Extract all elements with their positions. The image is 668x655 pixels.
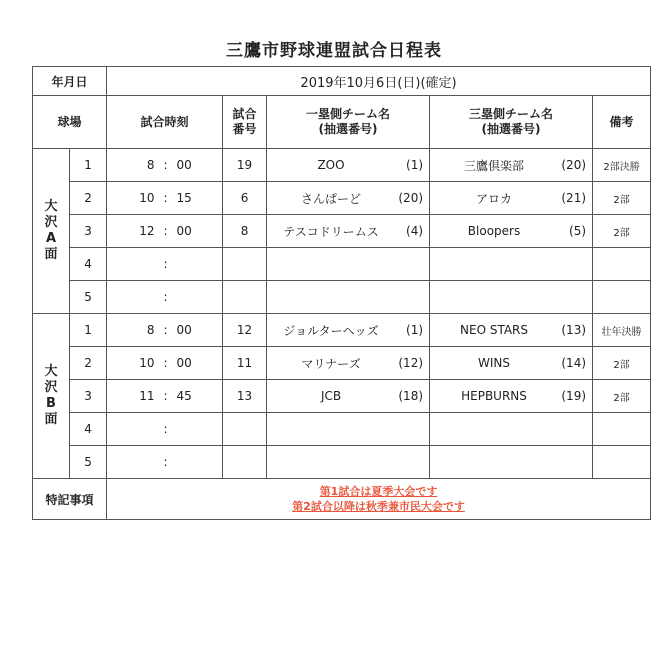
table-row: [33, 380, 651, 413]
first-base-team-name: [267, 248, 395, 280]
page-title: 三鷹市野球連盟試合日程表: [226, 41, 442, 61]
third-base-team: [430, 314, 593, 347]
table-row: [33, 281, 651, 314]
special-note-line: 第2試合以降は秋季兼市民大会です: [292, 500, 465, 513]
game-seq: 1: [70, 314, 107, 347]
first-base-team-name: ジョルターヘッズ: [283, 323, 379, 338]
time-minute: 15: [176, 191, 192, 205]
third-base-team-name: [430, 413, 558, 445]
time-hour: 12: [139, 224, 155, 238]
game-time: [107, 149, 223, 182]
first-base-team: [267, 413, 430, 446]
game-number: 19: [223, 149, 267, 182]
time-separator: :: [163, 158, 168, 172]
first-base-team: [267, 182, 430, 215]
header-third-base: [430, 96, 593, 149]
game-number: [223, 446, 267, 479]
time-separator: :: [163, 323, 168, 337]
game-number: 13: [223, 380, 267, 413]
table-row: [33, 413, 651, 446]
time-separator: :: [163, 389, 168, 403]
game-time: [107, 413, 223, 446]
game-seq: 2: [70, 347, 107, 380]
time-hour: 8: [146, 323, 155, 337]
time-separator: :: [163, 290, 168, 304]
special-notes-label: 特記事項: [33, 479, 107, 520]
field-name-char: A: [45, 231, 57, 246]
game-time: [107, 446, 223, 479]
third-base-lot-number: (13): [561, 323, 587, 337]
first-base-team: [267, 248, 430, 281]
third-base-team: [430, 413, 593, 446]
first-base-lot-number: (12): [398, 356, 424, 370]
game-remarks: 2部決勝: [593, 149, 651, 182]
first-base-team-name: [267, 413, 395, 445]
time-separator: :: [163, 257, 168, 271]
game-seq: 3: [70, 380, 107, 413]
game-number: [223, 281, 267, 314]
third-base-team: [430, 281, 593, 314]
third-base-team-name: Bloopers: [467, 224, 521, 238]
game-time: [107, 347, 223, 380]
first-base-team-name: JCB: [320, 389, 342, 403]
time-separator: :: [163, 422, 168, 436]
game-remarks: [593, 413, 651, 446]
field-name: [33, 314, 70, 479]
third-base-team-name: WINS: [478, 356, 511, 370]
first-base-team-name: マリナーズ: [301, 356, 361, 371]
field-name-char: 沢: [44, 215, 58, 230]
schedule-table: [32, 66, 651, 520]
first-base-team-name: ZOO: [317, 158, 345, 172]
header-first-base-line2: (抽選番号): [318, 122, 378, 136]
header-field: 球場: [33, 96, 107, 149]
first-base-lot-number: (1): [406, 323, 424, 337]
game-remarks: 2部: [593, 182, 651, 215]
header-game-no-line2: 番号: [232, 122, 257, 136]
table-row: [33, 314, 651, 347]
third-base-lot-number: (20): [561, 158, 587, 172]
game-seq: 5: [70, 281, 107, 314]
third-base-team: [430, 215, 593, 248]
game-number: 6: [223, 182, 267, 215]
first-base-team: [267, 347, 430, 380]
time-separator: :: [163, 191, 168, 205]
game-remarks: 2部: [593, 215, 651, 248]
game-seq: 4: [70, 248, 107, 281]
game-seq: 2: [70, 182, 107, 215]
first-base-team: [267, 215, 430, 248]
table-row: [33, 182, 651, 215]
time-hour: 10: [139, 356, 155, 370]
table-row: [33, 215, 651, 248]
game-time: [107, 314, 223, 347]
date-value: 2019年10月6日(日)(確定): [107, 67, 651, 96]
field-name-char: 大: [44, 364, 58, 379]
third-base-lot-number: (14): [561, 356, 587, 370]
game-number: 12: [223, 314, 267, 347]
header-third-base-line1: 三塁側チーム名: [469, 107, 554, 121]
game-number: 11: [223, 347, 267, 380]
third-base-team: [430, 248, 593, 281]
game-remarks: [593, 446, 651, 479]
game-remarks: [593, 248, 651, 281]
third-base-team-name: 三鷹倶楽部: [464, 158, 525, 173]
first-base-team-name: [267, 281, 395, 313]
game-seq: 4: [70, 413, 107, 446]
special-note-line: 第1試合は夏季大会です: [319, 485, 438, 498]
first-base-team: [267, 149, 430, 182]
table-row: [33, 446, 651, 479]
third-base-team-name: アロカ: [476, 191, 513, 206]
third-base-team: [430, 446, 593, 479]
third-base-team-name: [430, 446, 558, 478]
field-name-char: 沢: [44, 380, 58, 395]
date-row: [33, 67, 651, 96]
game-time: [107, 182, 223, 215]
first-base-team: [267, 446, 430, 479]
game-seq: 3: [70, 215, 107, 248]
game-remarks: 2部: [593, 380, 651, 413]
time-hour: 8: [146, 158, 155, 172]
third-base-team: [430, 380, 593, 413]
first-base-team-name: さんぱーど: [301, 191, 362, 206]
header-remarks: 備考: [593, 96, 651, 149]
time-minute: 45: [176, 389, 192, 403]
time-hour: 10: [139, 191, 155, 205]
game-remarks: [593, 281, 651, 314]
first-base-team-name: テスコドリームス: [283, 224, 379, 239]
table-row: [33, 347, 651, 380]
third-base-team: [430, 347, 593, 380]
time-hour: 11: [139, 389, 155, 403]
field-name-char: B: [46, 396, 56, 411]
first-base-team: [267, 281, 430, 314]
first-base-lot-number: (18): [398, 389, 424, 403]
game-seq: 5: [70, 446, 107, 479]
time-minute: 00: [176, 356, 192, 370]
special-notes-row: [33, 479, 651, 520]
first-base-lot-number: (1): [406, 158, 424, 172]
table-row: [33, 149, 651, 182]
game-remarks: 壮年決勝: [593, 314, 651, 347]
time-minute: 00: [176, 323, 192, 337]
game-seq: 1: [70, 149, 107, 182]
date-label: 年月日: [33, 67, 107, 96]
first-base-lot-number: (20): [398, 191, 424, 205]
first-base-team: [267, 380, 430, 413]
special-notes-body: [107, 479, 651, 520]
field-name-char: 面: [44, 412, 58, 427]
game-time: [107, 248, 223, 281]
third-base-team-name: NEO STARS: [460, 323, 529, 337]
third-base-team: [430, 149, 593, 182]
third-base-team-name: [430, 281, 558, 313]
game-number: [223, 413, 267, 446]
game-time: [107, 281, 223, 314]
third-base-team-name: [430, 248, 558, 280]
field-name-char: 面: [44, 247, 58, 262]
first-base-team: [267, 314, 430, 347]
header-first-base: [267, 96, 430, 149]
first-base-team-name: [267, 446, 395, 478]
header-row: [33, 96, 651, 149]
header-game-no: [223, 96, 267, 149]
game-time: [107, 380, 223, 413]
time-separator: :: [163, 356, 168, 370]
header-third-base-line2: (抽選番号): [481, 122, 541, 136]
third-base-lot-number: (5): [569, 224, 587, 238]
field-name: [33, 149, 70, 314]
header-first-base-line1: 一塁側チーム名: [306, 107, 391, 121]
third-base-lot-number: (19): [561, 389, 587, 403]
table-row: [33, 248, 651, 281]
time-separator: :: [163, 224, 168, 238]
first-base-lot-number: (4): [406, 224, 424, 238]
third-base-team-name: HEPBURNS: [461, 389, 527, 403]
third-base-team: [430, 182, 593, 215]
time-minute: 00: [176, 158, 192, 172]
time-minute: 00: [176, 224, 192, 238]
field-name-char: 大: [44, 199, 58, 214]
game-remarks: 2部: [593, 347, 651, 380]
game-number: 8: [223, 215, 267, 248]
header-game-no-line1: 試合: [232, 107, 257, 121]
game-number: [223, 248, 267, 281]
header-time: 試合時刻: [107, 96, 223, 149]
game-time: [107, 215, 223, 248]
third-base-lot-number: (21): [561, 191, 587, 205]
time-separator: :: [163, 455, 168, 469]
